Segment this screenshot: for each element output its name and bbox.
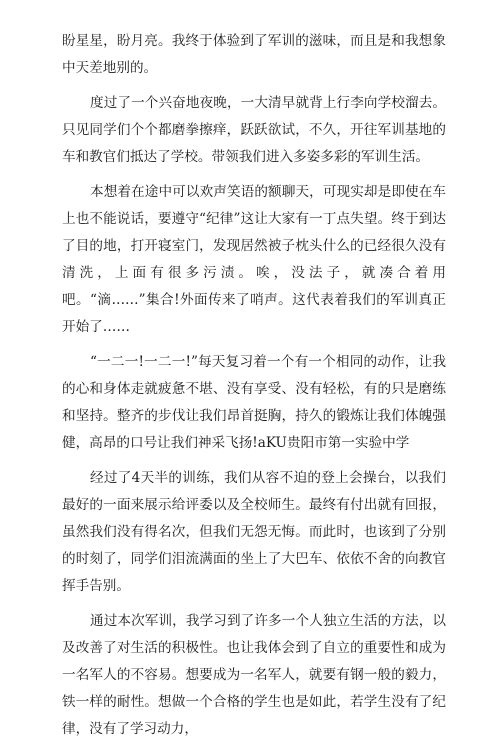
paragraph-training: “一二一!一二一!”每天复习着一个有一个相同的动作，让我的心和身体走就疲惫不堪、没有享受、没有轻松，有的只是磨练和坚持。整齐的步伐让我们昂首挺胸，持久的锻炼让我们体魄强健，高昂的口号让我们神采飞扬!aKU贵阳市第一实验中学: [62, 354, 446, 451]
paragraph-performance: 经过了4天半的训练，我们从容不迫的登上会操台，以我们最好的一面来展示给评委以及全校师生。最终有付出就有回报，虽然我们没有得名次，但我们无怨无悔。而此时，也该到了分别的时刻了，同学们泪流满面的坐上了大巴车、依依不舍的向教官挥手告别。: [62, 470, 446, 594]
paragraph-departure: 度过了一个兴奋地夜晚，一大清早就背上行李向学校溜去。只见同学们个个都磨拳擦痒，跃跃欲试，不久，开往军训基地的车和教官们抵达了学校。带领我们进入多姿多彩的军训生活。: [62, 95, 446, 165]
document-body: [62, 28, 446, 751]
paragraph-arrival: 本想着在途中可以欢声笑语的额聊天，可现实却是即使在车上也不能说话，要遵守“纪律”这让大家有一丁点失望。终于到达了目的地，打开寝室门，发现居然被子枕头什么的已经很久没有清洗，上面有很多污渍。唉，没法子，就凑合着用吧。“滴……”集合!外面传来了哨声。这代表着我们的军训真正开始了……: [62, 184, 446, 335]
paragraph-reflection: 通过本次军训，我学习到了许多一个人独立生活的方法，以及改善了对生活的积极性。也让我体会到了自立的重要性和成为一名军人的不容易。想要成为一名军人，就要有钢一般的毅力，铁一样的耐性。想做一个合格的学生也是如此，若学生没有了纪律，没有了学习动力，: [62, 613, 446, 737]
paragraph-opening: 盼星星，盼月亮。我终于体验到了军训的滋味，而且是和我想象中天差地别的。: [62, 33, 446, 76]
